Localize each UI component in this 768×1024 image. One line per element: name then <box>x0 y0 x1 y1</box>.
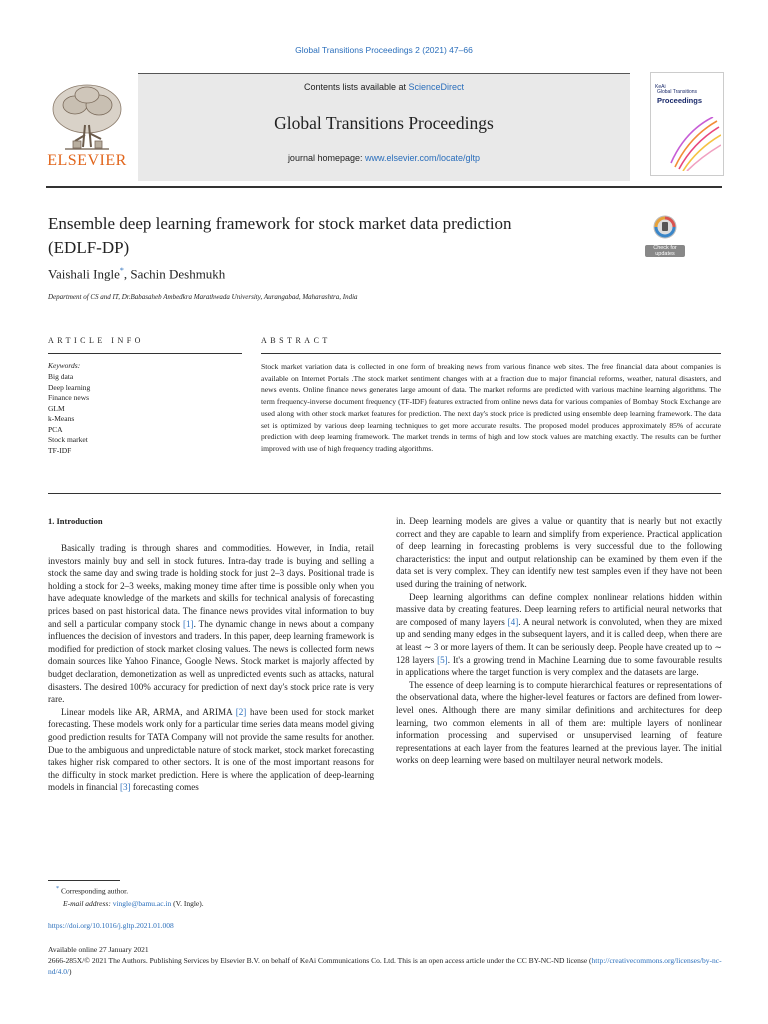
check-for-updates-badge[interactable] <box>645 214 685 256</box>
abstract-rule <box>261 353 721 354</box>
cover-title-line2: Proceedings <box>657 95 703 105</box>
email-suffix: (V. Ingle). <box>171 898 204 908</box>
keyword: PCA <box>48 424 63 434</box>
available-online: Available online 27 January 2021 <box>48 945 149 954</box>
keyword: Finance news <box>48 393 90 402</box>
keywords-list <box>48 372 90 456</box>
citation-link[interactable]: [3] <box>119 782 131 793</box>
abstract-text: Stock market variation data is collected in one form of breaking news from various finance web sites. The free financial data about companies is available on Internet Portals .The stock market sentiment changes with at a fraction due to major financial reforms, weather, natural disasters, and news events. Online finance news generates large amount of data. The market reforms are predicted with various machine learning algorithms. The term frequency-inverse document frequency (TF-IDF) features extracted from online news data for various companies of Bombay Stock Exchange are used along with other stock market features for prediction. The next day's stock price is predicted using ensemble deep learning framework. The data set is optimized by various deep learning techniques to get more accurate results. The proposed model produces approximately 85% of accurate prediction with deep learning framework. The market trends in terms of high and low stock values are matching exactly. The results can be further improved with use of high frequency trading algorithms. <box>261 362 721 453</box>
paragraph <box>48 542 374 706</box>
paragraph-text: forecasting comes <box>130 782 199 793</box>
keyword: Stock market <box>48 435 88 444</box>
homepage-link[interactable]: www.elsevier.com/locate/gltp <box>365 153 481 163</box>
corresponding-author-mark[interactable]: * <box>119 266 124 275</box>
footnote-mark: * <box>56 885 60 892</box>
section-1-heading: 1. Introduction <box>48 516 103 526</box>
copyright-notice <box>48 955 722 977</box>
cover-title <box>657 89 719 105</box>
paragraph-text: have been used for stock market forecasting. These models work only for a particular time series data means model giving good prediction results for TATA Company will not provide the same results for another. Due to the ambiguous and unpredictable nature of stock market, stock market forecasting takes higher risk compared to other sectors. It is one of the most important reasons for the difficulty in stock market prediction. Here is where the application of deep-learning models in financial <box>48 706 374 793</box>
cover-graphic <box>669 117 721 171</box>
homepage-prefix: journal homepage: <box>287 153 365 163</box>
paragraph <box>48 706 374 794</box>
cover-brand-bar <box>655 75 719 90</box>
check-badge-line1: Check for <box>653 245 677 251</box>
doi-link[interactable]: https://doi.org/10.1016/j.gltp.2021.01.008 <box>48 921 174 930</box>
check-badge-line2: updates <box>655 251 675 257</box>
elsevier-wordmark: ELSEVIER <box>47 152 127 169</box>
email-line <box>56 898 204 910</box>
citation-link[interactable]: [5] <box>437 654 448 665</box>
affiliation: Department of CS and IT, Dr.Babasaheb Ambedkra Marathwada University, Aurangabad, Maharashtra, India <box>48 293 358 301</box>
citation-link[interactable]: [1] <box>182 618 194 629</box>
email-link[interactable]: vingle@bamu.ac.in <box>112 898 172 908</box>
article-info-heading: ARTICLE INFO <box>48 336 144 345</box>
paragraph-text: . A neural network is convoluted, when they are mixed up and sending many edges in the subsequent layers, and it is called deep, when there are at least ∼ 3 or more layers of them. It can be seriously deep. People have created up to ∼ 128 layers <box>396 616 722 665</box>
abstract-bottom-rule <box>48 493 721 494</box>
author-list <box>48 266 225 282</box>
paragraph-text: . It's a growing trend in Machine Learning due to some favourable results in applications where the target function is very complex and the datasets are large. <box>396 654 722 678</box>
email-label: E-mail address: <box>63 898 113 908</box>
journal-homepage-line <box>138 153 630 163</box>
author-name[interactable]: Sachin Deshmukh <box>130 266 226 282</box>
paragraph-text: Basically trading is through shares and commodities. However, in India, retail investors mainly buy and sell in stock futures. Intra-day trade is buying and selling a stock the same day and swing trade is holding stock for just 2–3 days. Positional trade is holding a stock for 2–3 weeks, making money time after time is possible only when you have adequate knowledge of the markets and skills for technical analysis of forecasting prices based on past historical data. The finance news provides vital information to buy and sell a particular company stock <box>48 543 374 629</box>
paragraph: in. Deep learning models are gives a value or quantity that is nearly but not exactly correct and they are capable to learn and simplify from experience. Practical application of deep learning in forecasting problems is very successful due to the following characteristics: the input and output relationship can be examined by them even if the data set is very complex. They can identify new test samples even if they have not been used during the training of network. <box>396 516 722 589</box>
article-info-rule <box>48 353 242 354</box>
paragraph <box>396 591 722 679</box>
paragraph: The essence of deep learning is to compute hierarchical features or representations of the observational data, where the higher-level features or factors are defined from lower-level ones. Although there are many similar definitions and architectures for deep learning, two common elements in all of them are: multiple layers of nonlinear information processing and supervised or unsupervised learning of feature representations at each layer from the features learned at the previous layer. The initial works on deep learning were based on multilayer neural network models. <box>396 679 722 766</box>
header-rule <box>46 186 722 188</box>
contents-prefix: Contents lists available at <box>303 82 409 92</box>
paragraph-text: Deep learning algorithms can define complex nonlinear relations hidden within massive data by creating features. Deep learning refers to artificial neural networks that are composed of many layers <box>396 591 722 627</box>
citation-link[interactable]: [2] <box>235 706 247 717</box>
journal-cover-thumbnail[interactable] <box>650 72 724 176</box>
cover-brand: KeAi <box>655 84 666 90</box>
cover-title-line1: Global Transitions <box>657 89 698 95</box>
journal-title: Global Transitions Proceedings <box>274 113 494 133</box>
journal-reference[interactable]: Global Transitions Proceedings 2 (2021) 47–66 <box>295 45 473 55</box>
keyword: Deep learning <box>48 382 91 392</box>
check-updates-icon <box>645 214 685 240</box>
corresponding-author-note <box>56 883 204 898</box>
sciencedirect-link[interactable]: ScienceDirect <box>408 82 465 92</box>
body-left-column <box>48 542 374 794</box>
article-title-line1: Ensemble deep learning framework for stock market data prediction <box>48 214 512 233</box>
keyword: TF-IDF <box>48 445 72 455</box>
abstract-heading: ABSTRACT <box>261 336 331 345</box>
article-title-line2: (EDLF-DP) <box>48 238 130 257</box>
keyword: k-Means <box>48 414 75 423</box>
citation-link[interactable]: [4] <box>507 616 519 627</box>
paragraph-text: Linear models like AR, ARMA, and ARIMA <box>61 706 236 717</box>
license-link[interactable]: http://creativecommons.org/licenses/by-nc-nd/4.0/ <box>48 956 722 976</box>
body-right-column <box>396 515 722 767</box>
footnote-rule <box>48 880 120 881</box>
contents-line <box>138 82 630 92</box>
paragraph-text: . The dynamic change in news about a company influences the decision of investors and traders. In this paper, deep learning framework is modified for prediction of stock market closing values. The news is collected form news domain sources like Yahoo Finance, Google News. Stock market is majorly affected by budget declaration, demonetization as well as unpredicted events such as attacks, natural disasters. The desired 100% accuracy for prediction of next day's stock price rate is very rare. <box>48 618 374 705</box>
rights-text: 2666-285X/© 2021 The Authors. Publishing Services by Elsevier B.V. on behalf of KeAi Communications Co. Ltd. This is an open access article under the CC BY-NC-ND license ( <box>48 956 592 965</box>
author-separator: , <box>123 266 131 282</box>
article-title <box>48 212 608 260</box>
keyword: Big data <box>48 372 74 381</box>
author-name[interactable]: Vaishali Ingle <box>48 266 120 282</box>
rights-text-end: ) <box>69 967 72 976</box>
footnote <box>56 883 204 910</box>
keyword: GLM <box>48 403 65 413</box>
keywords-label: Keywords: <box>48 361 81 370</box>
corresponding-text: Corresponding author. <box>61 886 129 896</box>
